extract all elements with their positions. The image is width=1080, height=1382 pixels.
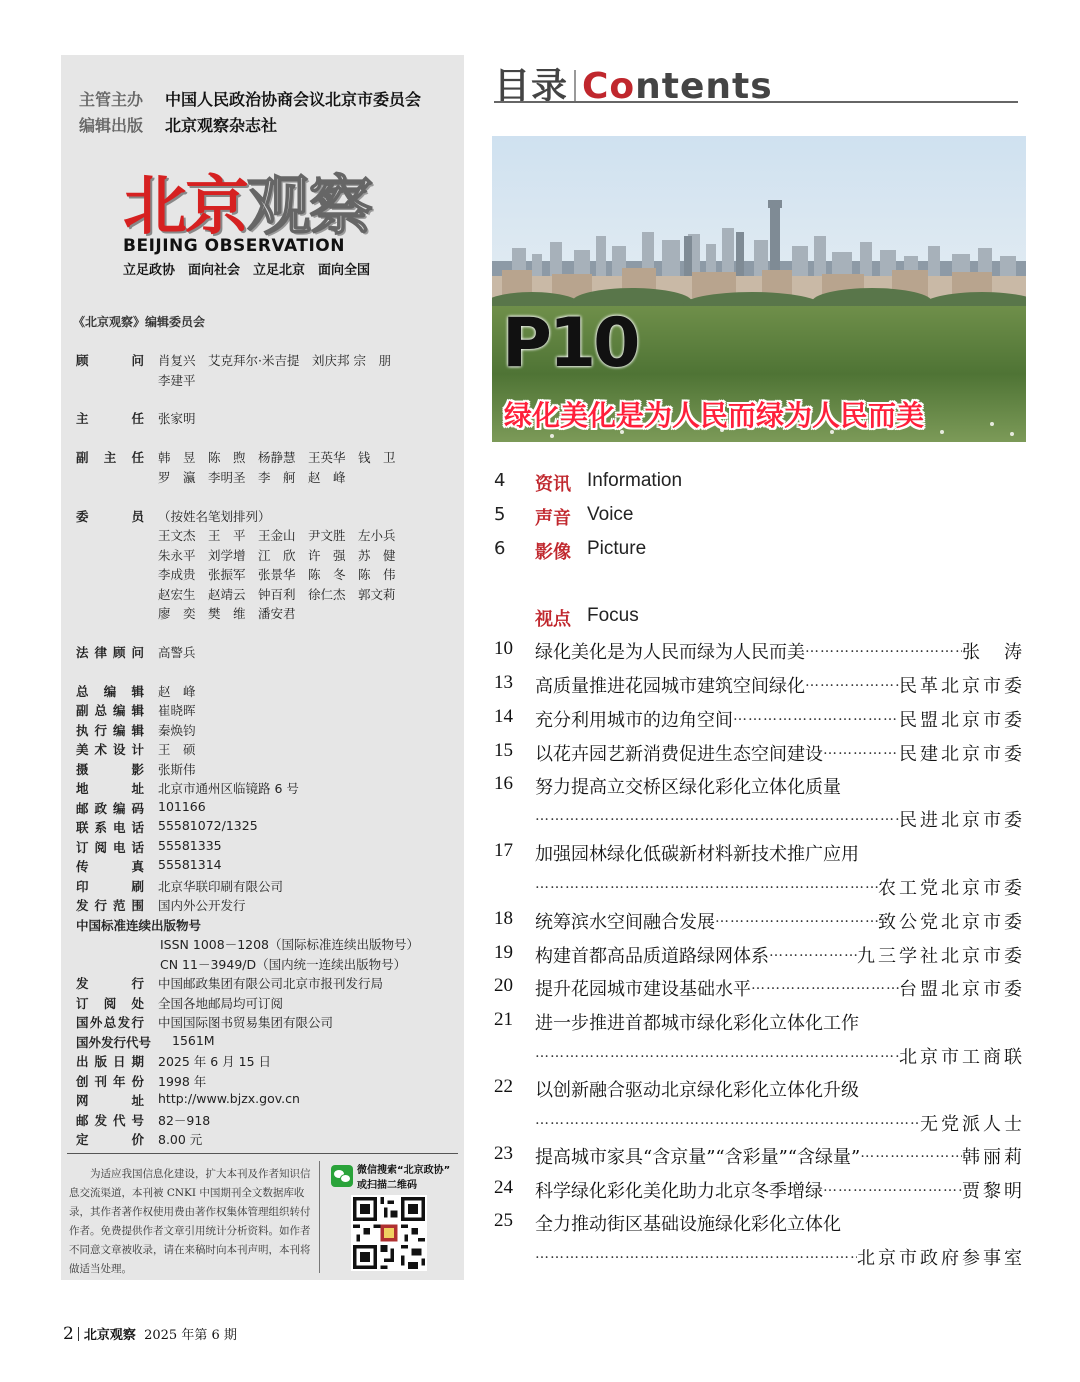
toc-author: 台盟北京市委: [899, 979, 1025, 1000]
serial-label: 中国标准连续出版物号: [76, 918, 202, 933]
contents-title-en: ntents: [635, 66, 773, 107]
staff-label: 订阅电话: [76, 840, 144, 855]
staff-value: 北京华联印刷有限公司: [158, 879, 284, 894]
toc-page: 13: [494, 672, 513, 693]
footer-magazine: 北京观察: [83, 1328, 136, 1343]
staff-value: 55581072/1325: [158, 818, 258, 833]
toc-leader: [823, 740, 899, 766]
toc-title: 统筹滨水空间融合发展: [535, 912, 715, 933]
toc-page: 24: [494, 1177, 513, 1198]
toc-author: 农工党北京市委: [878, 878, 1025, 899]
credits-list: [76, 55, 456, 1155]
toc-page: 17: [494, 840, 513, 861]
staff-value: 8.00 元: [158, 1132, 203, 1147]
member-names: 廖 奕 樊 维 潘安君: [158, 606, 296, 621]
staff-label: 发行: [76, 976, 144, 991]
credit-label: 委员: [76, 509, 144, 524]
toc-leader: [535, 806, 899, 832]
org-value: 北京观察杂志社: [165, 116, 278, 135]
title-separator: [574, 70, 576, 102]
staff-value: 全国各地邮局均可订阅: [158, 996, 284, 1011]
toc-author: 贾黎明: [962, 1181, 1025, 1202]
section-page: 4: [494, 470, 506, 491]
staff-label: 传真: [76, 859, 144, 874]
toc-title: 进一步推进首都城市绿化彩化立体化工作: [535, 1013, 859, 1034]
staff-label: 网址: [76, 1093, 144, 1108]
toc-title: 加强园林绿化低碳新材料新技术推广应用: [535, 844, 859, 865]
toc-page: 18: [494, 908, 513, 929]
cover-caption: 绿化美化是为人民而绿为人民而美: [504, 399, 925, 432]
member-names: 王文杰 王 平 王金山 尹文胜 左小兵: [158, 528, 396, 543]
credit-value: 张家明: [158, 411, 196, 426]
section-cn: 声音: [535, 508, 571, 529]
staff-value: 中国国际图书贸易集团有限公司: [158, 1015, 334, 1030]
staff-label: 地址: [76, 781, 144, 796]
staff-value: 北京市通州区临镜路 6 号: [158, 781, 299, 796]
toc-page: 21: [494, 1009, 513, 1030]
staff-label: 美术设计: [76, 742, 144, 757]
staff-label: 印刷: [76, 879, 144, 894]
footer-divider: [78, 1327, 79, 1341]
page-footer: [63, 1324, 237, 1344]
credit-value: 罗 瀛 李明圣 李 舸 赵 峰: [158, 470, 346, 485]
section-en: Information: [587, 470, 683, 491]
section-cn: 资讯: [535, 474, 571, 495]
toc-page: 23: [494, 1143, 513, 1164]
staff-label: 联系电话: [76, 820, 144, 835]
cover-photo[interactable]: [492, 136, 1026, 442]
member-names: 李成贵 张振军 张景华 陈 冬 陈 伟: [158, 567, 396, 582]
focus-en: Focus: [587, 605, 639, 626]
staff-value: 中国邮政集团有限公司北京市报刊发行局: [158, 976, 384, 991]
toc-author: 北京市工商联: [899, 1047, 1025, 1068]
toc-title: 努力提高立交桥区绿化彩化立体化质量: [535, 777, 841, 798]
toc-page: 22: [494, 1076, 513, 1097]
title-rule: [494, 101, 1018, 103]
toc-page: 15: [494, 740, 513, 761]
wechat-line: 微信搜索“北京政协”: [357, 1165, 451, 1176]
staff-label: 摄影: [76, 762, 144, 777]
panel-divider: [67, 1153, 458, 1154]
toc-page: 16: [494, 773, 513, 794]
toc-leader: [805, 672, 899, 698]
staff-value: 55581314: [158, 857, 222, 872]
qr-code-icon[interactable]: [351, 1195, 427, 1271]
toc-leader: [751, 975, 899, 1001]
toc-author: 民革北京市委: [899, 676, 1025, 697]
org-label: 主管主办: [79, 90, 144, 109]
credit-label: 副主任: [76, 450, 144, 465]
toc-title: 全力推动街区基础设施绿化彩化立体化: [535, 1214, 841, 1235]
toc-title: 科学绿化彩化美化助力北京冬季增绿: [535, 1181, 823, 1202]
org-label: 编辑出版: [79, 116, 144, 135]
staff-value: 82－918: [158, 1113, 211, 1128]
committee-title: 《北京观察》编辑委员会: [73, 315, 206, 329]
section-page: 5: [494, 504, 506, 525]
credit-label: 顾问: [76, 353, 144, 368]
toc-author: 民盟北京市委: [899, 710, 1025, 731]
toc-page: 14: [494, 706, 513, 727]
issn-value: ISSN 1008－1208（国际标准连续出版物号）: [160, 937, 420, 952]
toc-leader: [805, 638, 962, 664]
toc-page: 20: [494, 975, 513, 996]
member-names: 朱永平 刘学增 江 欣 许 强 苏 健: [158, 548, 396, 563]
staff-value: 赵 峰: [158, 684, 196, 699]
cn-value: CN 11－3949/D（国内统一连续出版物号）: [160, 957, 407, 972]
toc-title: 绿化美化是为人民而绿为人民而美: [535, 642, 805, 663]
toc-author: 民建北京市委: [899, 744, 1025, 765]
focus-cn: 视点: [535, 609, 571, 630]
toc-leader: [733, 706, 899, 732]
masthead-panel: [61, 55, 464, 1280]
toc-page: 10: [494, 638, 513, 659]
toc-page: 25: [494, 1210, 513, 1231]
staff-value: 崔晓晖: [158, 703, 196, 718]
staff-value: http://www.bjzx.gov.cn: [158, 1091, 300, 1106]
staff-value: 1561M: [172, 1033, 215, 1048]
page-number: 2: [63, 1324, 74, 1344]
slogan: 立足政协 面向社会 立足北京 面向全国: [123, 263, 371, 278]
credit-label: 主任: [76, 411, 144, 426]
credit-label: 法律顾问: [76, 645, 144, 660]
credit-value: （按姓名笔划排列）: [158, 509, 271, 524]
toc-title: 构建首都高品质道路绿网体系: [535, 946, 769, 967]
toc-author: 无党派人士: [920, 1114, 1025, 1135]
staff-label: 执行编辑: [76, 723, 144, 738]
credit-value: 李建平: [158, 373, 196, 388]
toc-title: 充分利用城市的边角空间: [535, 710, 733, 731]
staff-label: 发行范围: [76, 898, 144, 913]
staff-label: 国外发行代号: [76, 1035, 152, 1050]
staff-label: 创刊年份: [76, 1074, 144, 1089]
staff-value: 王 硕: [158, 742, 196, 757]
staff-value: 国内外公开发行: [158, 898, 246, 913]
member-names: 赵宏生 赵靖云 钟百利 徐仁杰 郭文莉: [158, 587, 396, 602]
toc-author: 北京市政府参事室: [857, 1248, 1025, 1269]
staff-label: 定价: [76, 1132, 144, 1147]
notice-divider: [319, 1161, 320, 1273]
wechat-icon: [331, 1165, 353, 1187]
wechat-line: 或扫描二维码: [357, 1180, 417, 1191]
section-cn: 影像: [535, 542, 571, 563]
section-page: 6: [494, 538, 506, 559]
staff-label: 邮政编码: [76, 801, 144, 816]
cover-page-number: P10: [502, 304, 638, 383]
staff-value: 55581335: [158, 838, 222, 853]
logo-gray-text: 观察: [247, 170, 371, 244]
toc-title: 提升花园城市建设基础水平: [535, 979, 751, 1000]
wechat-prompt: [357, 1163, 450, 1193]
toc-author: 九三学社北京市委: [857, 946, 1025, 967]
toc-title: 提高城市家具“含京量”“含彩量”“含绿量”: [535, 1147, 861, 1168]
staff-value: 101166: [158, 799, 206, 814]
toc-author: 张 涛: [962, 642, 1025, 663]
toc-author: 民进北京市委: [899, 810, 1025, 831]
credit-value: 高警兵: [158, 645, 196, 660]
staff-label: 出版日期: [76, 1054, 144, 1069]
toc-leader: [535, 874, 878, 900]
staff-value: 1998 年: [158, 1074, 207, 1089]
staff-value: 张斯伟: [158, 762, 196, 777]
org-value: 中国人民政治协商会议北京市委员会: [165, 90, 422, 109]
toc-leader: [535, 1110, 920, 1136]
staff-label: 总编辑: [76, 684, 144, 699]
toc-leader: [769, 942, 857, 968]
toc-title: 以创新融合驱动北京绿化彩化立体化升级: [535, 1080, 859, 1101]
toc-leader: [860, 1143, 962, 1169]
toc-title: 高质量推进花园城市建筑空间绿化: [535, 676, 805, 697]
credit-value: 肖复兴 艾克拜尔·米吉提 刘庆邦 宗 朋: [158, 353, 391, 368]
logo-english: BEIJING OBSERVATION: [123, 236, 345, 256]
section-en: Voice: [587, 504, 634, 525]
staff-label: 邮发代号: [76, 1113, 144, 1128]
staff-value: 秦焕钧: [158, 723, 196, 738]
contents-title-cn: 目录: [494, 66, 569, 107]
toc-leader: [715, 908, 878, 934]
toc-author: 致公党北京市委: [878, 912, 1025, 933]
toc-leader: [535, 1244, 857, 1270]
logo-red-text: 北京: [123, 170, 247, 244]
copyright-notice: 为适应我国信息化建设，扩大本刊及作者知识信息交流渠道，本刊被 CNKI 中国期刊全文数据库收录，其作者著作权使用费由著作权集体管理组织转付作者。免费提供作者文章引用统计分析资料。如作者不同意文章被收录，请在来稿时向本刊声明，本刊将做适当处理。: [69, 1168, 311, 1275]
staff-label: 订阅处: [76, 996, 144, 1011]
toc-author: 韩丽莉: [962, 1147, 1025, 1168]
contents-title-accent: Co: [582, 66, 636, 107]
section-en: Picture: [587, 538, 647, 559]
credit-value: 韩 昱 陈 煦 杨静慧 王英华 钱 卫: [158, 450, 396, 465]
staff-label: 国外总发行: [76, 1015, 144, 1030]
staff-label: 副总编辑: [76, 703, 144, 718]
toc-title: 以花卉园艺新消费促进生态空间建设: [535, 744, 823, 765]
toc-leader: [535, 1043, 899, 1069]
staff-value: 2025 年 6 月 15 日: [158, 1054, 272, 1069]
toc-leader: [823, 1177, 962, 1203]
toc-page: 19: [494, 942, 513, 963]
footer-issue: 2025 年第 6 期: [144, 1328, 237, 1343]
